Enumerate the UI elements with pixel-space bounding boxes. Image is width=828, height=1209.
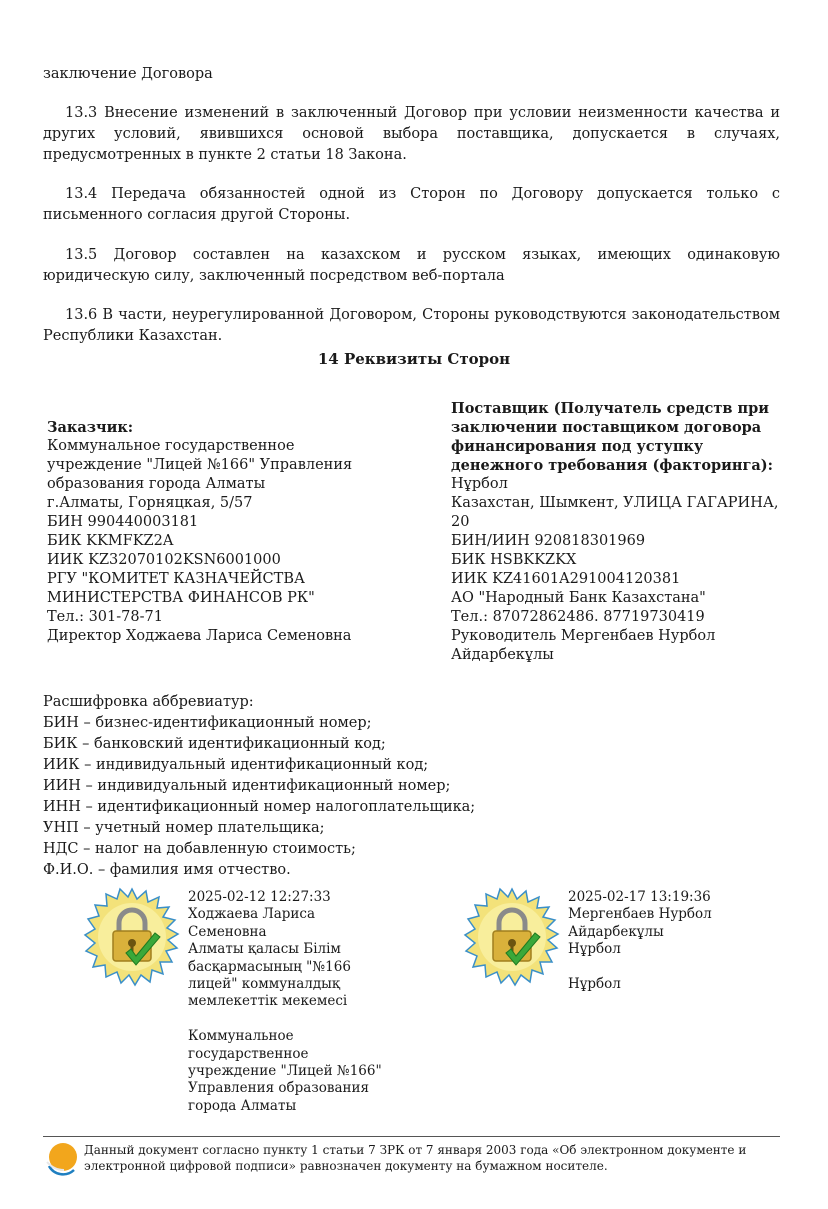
signature-line: мемлекеттік мекемесі [188,993,348,1010]
footer-divider [43,1136,780,1137]
customer-line: БИН 990440003181 [47,514,199,530]
customer-line: Тел.: 301-78-71 [47,609,163,625]
supplier-line: АО "Народный Банк Казахстана" [451,590,706,606]
signature-timestamp: 2025-02-17 13:19:36 [568,889,711,905]
abbreviation-item: ИНН – идентификационный номер налогоплательщика; [43,799,476,815]
signature-timestamp: 2025-02-12 12:27:33 [188,889,331,905]
signature-line [188,1011,382,1028]
section-title: 14 Реквизиты Сторон [317,350,511,368]
abbreviation-item: ИИН – индивидуальный идентификационный номер; [43,778,451,794]
signature-line: государственное [188,1045,309,1062]
customer-line: г.Алматы, Горняцкая, 5/57 [47,495,253,511]
customer-line: РГУ "КОМИТЕТ КАЗНАЧЕЙСТВА [47,571,305,587]
supplier-heading: заключении поставщиком договора [451,419,762,436]
paragraph-13-6: 13.6 В части, неурегулированной Договором, Стороны руководствуются законодательством Республики Казахстан. [43,307,780,344]
signature-line: Семеновна [188,923,267,940]
customer-line: образования города Алматы [47,476,266,492]
signature-line: Нұрбол [568,941,621,958]
supplier-line: ИИК KZ41601A291004120381 [451,571,681,587]
supplier-line: 20 [451,514,470,530]
signature-line: Ходжаева Лариса [188,906,316,923]
signature-line: Айдарбекұлы [568,923,664,940]
signature-line: Нұрбол [568,976,621,993]
supplier-line: Тел.: 87072862486. 87719730419 [451,609,705,625]
supplier-heading: Поставщик (Получатель средств при [451,400,769,417]
customer-line: ИИК KZ32070102KSN6001000 [47,552,281,568]
signature-line: Алматы қаласы Білім [188,941,341,958]
supplier-heading: финансирования под уступку [451,438,704,455]
egov-logo-icon [44,1140,80,1176]
signature-info-customer [188,889,382,1115]
customer-line: Директор Ходжаева Лариса Семеновна [47,628,352,644]
customer-heading: Заказчик: [47,419,134,436]
supplier-details [451,399,778,665]
abbreviation-item: УНП – учетный номер плательщика; [43,820,325,836]
signature-line: Мергенбаев Нурбол [568,906,712,923]
signature-line [568,959,712,976]
paragraph-13-3: 13.3 Внесение изменений в заключенный Договор при условии неизменности качества и других условий, явившихся основой выбора поставщика, допускается в случаях, предусмотренных в пункте 2 статьи 18 Закона. [43,105,780,163]
signature-line: лицей" коммуналдық [188,976,341,993]
signature-line: учреждение "Лицей №166" [188,1063,382,1080]
supplier-line: Нұрбол [451,476,508,492]
signature-seal-icon [462,887,562,987]
signature-info-supplier [568,889,712,993]
signature-seal-icon [82,887,182,987]
signature-line: Коммунальное [188,1028,294,1045]
footer-legal-notice: Данный документ согласно пункту 1 статьи 7 ЗРК от 7 января 2003 года «Об электронном документе и электронной цифровой подписи» равнозначен документу на бумажном носителе. [84,1143,747,1173]
abbreviation-item: БИН – бизнес-идентификационный номер; [43,715,372,731]
abbreviations-title: Расшифровка аббревиатур: [43,694,254,710]
paragraph-13-4: 13.4 Передача обязанностей одной из Сторон по Договору допускается только с письменного согласия другой Стороны. [43,186,780,223]
supplier-line: Айдарбекұлы [451,647,554,663]
paragraph-contract-conclusion: заключение Договора [43,66,213,82]
customer-line: Коммунальное государственное [47,438,295,454]
customer-line: учреждение "Лицей №166" Управления [47,457,353,473]
abbreviations-block [43,692,475,881]
customer-line: МИНИСТЕРСТВА ФИНАНСОВ РК" [47,590,315,606]
supplier-heading: денежного требования (факторинга): [451,457,774,474]
abbreviation-item: Ф.И.О. – фамилия имя отчество. [43,862,291,878]
supplier-line: БИК HSBKKZKX [451,552,577,568]
abbreviation-item: ИИК – индивидуальный идентификационный код; [43,757,429,773]
abbreviation-item: НДС – налог на добавленную стоимость; [43,841,356,857]
paragraph-13-5: 13.5 Договор составлен на казахском и русском языках, имеющих одинаковую юридическую силу, заключенный посредством веб-портала [43,247,780,284]
signature-line: Управления образования [188,1080,370,1097]
signature-line: города Алматы [188,1097,297,1114]
customer-line: БИК KKMFKZ2A [47,533,174,549]
supplier-line: Руководитель Мергенбаев Нурбол [451,628,716,644]
signature-line: басқармасының "№166 [188,958,351,975]
supplier-line: БИН/ИИН 920818301969 [451,533,646,549]
customer-details [47,418,352,646]
abbreviation-item: БИК – банковский идентификационный код; [43,736,386,752]
supplier-line: Казахстан, Шымкент, УЛИЦА ГАГАРИНА, [451,495,779,511]
